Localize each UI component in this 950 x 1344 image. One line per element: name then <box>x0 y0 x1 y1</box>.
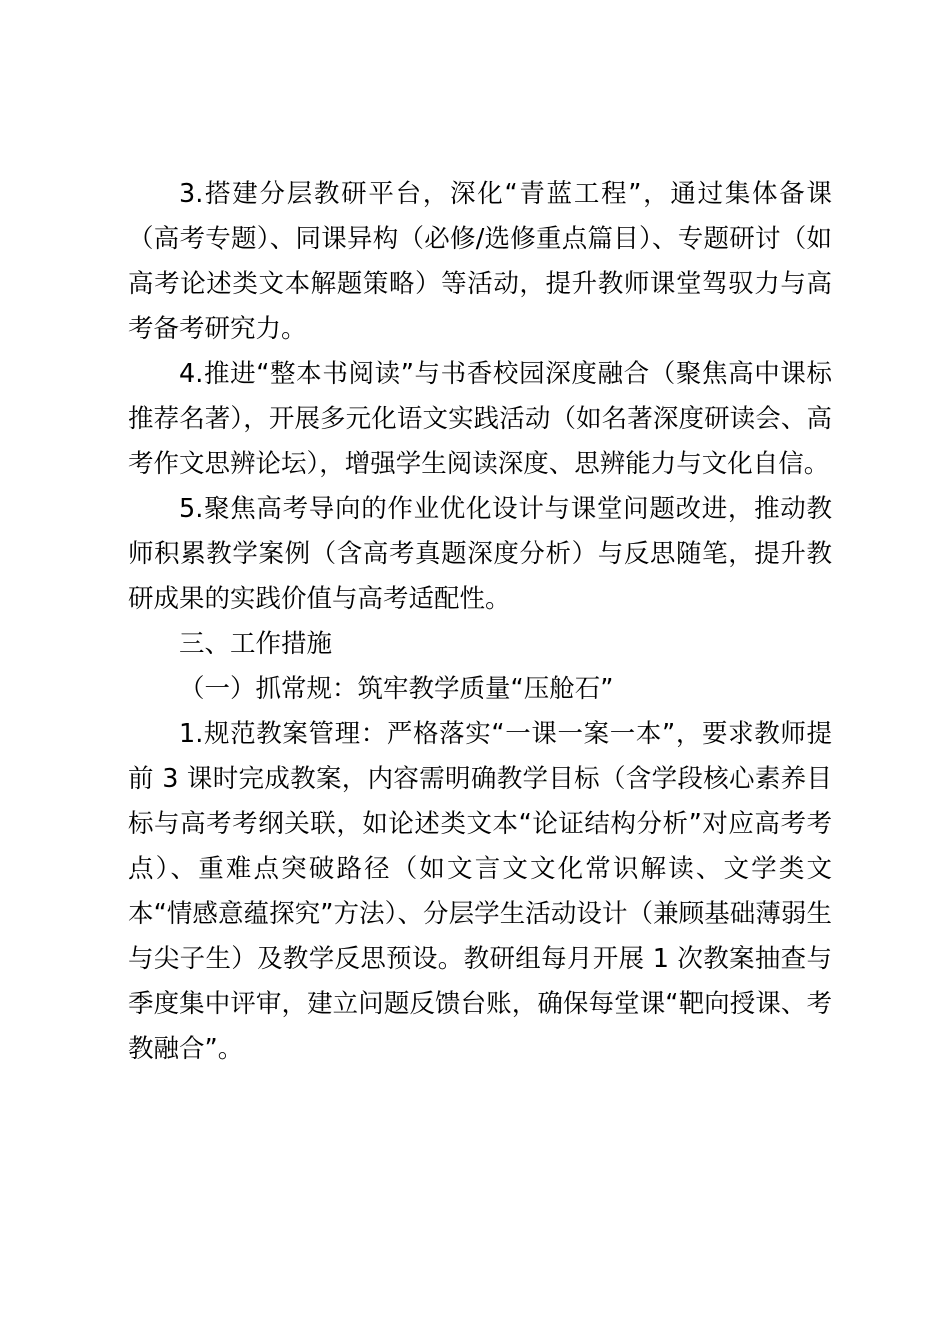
paragraph-goal-4: 4.推进“整本书阅读”与书香校园深度融合（聚焦高中课标推荐名著），开展多元化语文实践活动（如名著深度研读会、高考作文思辨论坛），增强学生阅读深度、思辨能力与文化自信。 <box>128 359 832 479</box>
subsection-heading-routine: （一）抓常规：筑牢教学质量“压舱石” <box>179 674 614 704</box>
paragraph-goal-5: 5.聚焦高考导向的作业优化设计与课堂问题改进，推动教师积累教学案例（含高考真题深度分析）与反思随笔，提升教研成果的实践价值与高考适配性。 <box>128 494 832 614</box>
paragraph-lesson-plan-management: 1.规范教案管理：严格落实“一课一案一本”，要求教师提前 3 课时完成教案，内容需明确教学目标（含学段核心素养目标与高考考纲关联，如论述类文本“论证结构分析”对应高考考点）、重难点突破路径（如文言文文化常识解读、文学类文本“情感意蕴探究”方法）、分层学生活动设计（兼顾基础薄弱生与尖子生）及教学反思预设。教研组每月开展 1 次教案抽查与季度集中评审，建立问题反馈台账，确保每堂课“靶向授课、考教融合”。 <box>128 719 832 1064</box>
section-heading-measures: 三、工作措施 <box>179 629 333 659</box>
document-body <box>128 172 832 1072</box>
paragraph-goal-3: 3.搭建分层教研平台，深化“青蓝工程”，通过集体备课（高考专题）、同课异构（必修/选修重点篇目）、专题研讨（如高考论述类文本解题策略）等活动，提升教师课堂驾驭力与高考备考研究力。 <box>128 179 832 344</box>
